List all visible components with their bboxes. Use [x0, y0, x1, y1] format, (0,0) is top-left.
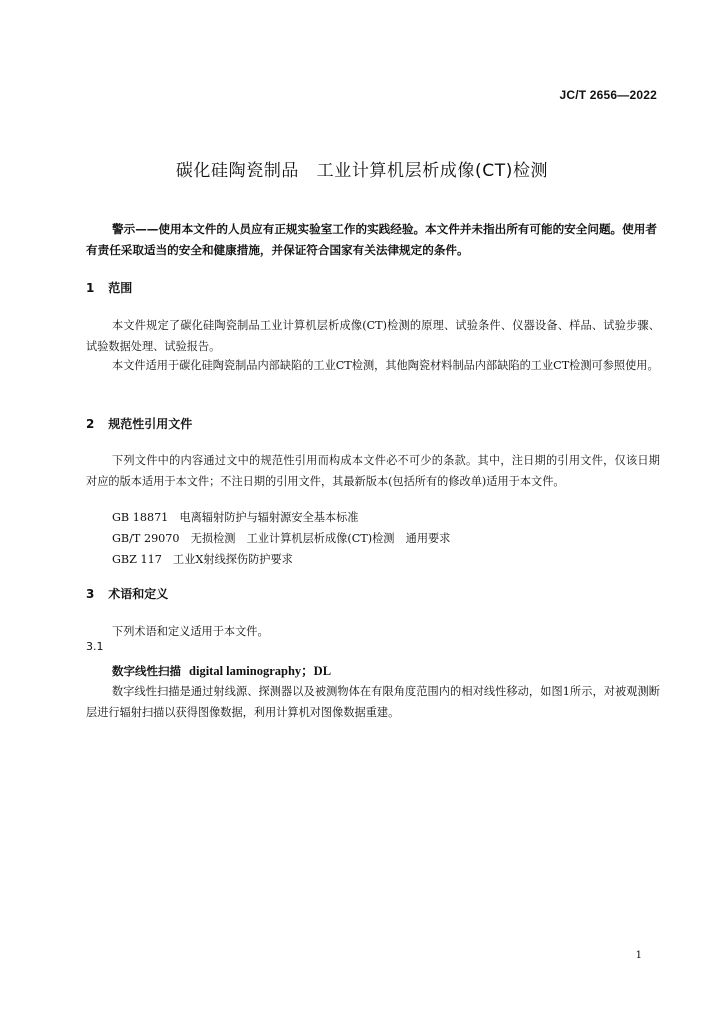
- term-name-chinese: 数字线性扫描: [112, 664, 181, 678]
- section-2-title: 规范性引用文件: [108, 417, 193, 431]
- section-2-heading: [86, 415, 192, 432]
- section-3-heading: [86, 585, 168, 602]
- section-2-intro: 下列文件中的内容通过文中的规范性引用而构成本文件必不可少的条款。其中，注日期的引用文件，仅该日期对应的版本适用于本文件；不注日期的引用文件，其最新版本(包括所有的修改单)适用于本文件。: [86, 454, 660, 488]
- reference-item: GB/T 29070 无损检测 工业计算机层析成像(CT)检测 通用要求: [112, 532, 451, 545]
- term-definition: 数字线性扫描是通过射线源、探测器以及被测物体在有限角度范围内的相对线性移动，如图1所示，对被观测断层进行辐射扫描以获得图像数据，利用计算机对图像数据重建。: [86, 685, 660, 719]
- safety-warning: 警示——使用本文件的人员应有正规实验室工作的实践经验。本文件并未指出所有可能的安全问题。使用者有责任采取适当的安全和健康措施，并保证符合国家有关法律规定的条件。: [86, 222, 657, 257]
- page-number: 1: [635, 950, 642, 961]
- section-1-title: 范围: [108, 281, 133, 295]
- section-1-heading: [86, 279, 132, 296]
- document-title: 碳化硅陶瓷制品 工业计算机层析成像(CT)检测: [175, 161, 549, 181]
- term-name: [112, 661, 331, 679]
- term-name-english: digital laminography；DL: [189, 664, 332, 678]
- term-number: 3.1: [86, 640, 104, 653]
- section-1-number: 1: [86, 281, 95, 295]
- section-3-number: 3: [86, 587, 95, 601]
- reference-item: GBZ 117 工业X射线探伤防护要求: [112, 553, 293, 566]
- standard-code: JC/T 2656—2022: [559, 88, 657, 102]
- section-3-title: 术语和定义: [108, 587, 169, 601]
- section-3-intro: 下列术语和定义适用于本文件。: [112, 625, 269, 638]
- section-1-paragraph-2: 本文件适用于碳化硅陶瓷制品内部缺陷的工业CT检测，其他陶瓷材料制品内部缺陷的工业CT检测可参照使用。: [112, 359, 659, 372]
- reference-item: GB 18871 电离辐射防护与辐射源安全基本标准: [112, 511, 359, 524]
- reference-list: [112, 507, 450, 570]
- section-2-number: 2: [86, 417, 95, 431]
- section-1-paragraph-1: 本文件规定了碳化硅陶瓷制品工业计算机层析成像(CT)检测的原理、试验条件、仪器设备、样品、试验步骤、试验数据处理、试验报告。: [86, 319, 660, 353]
